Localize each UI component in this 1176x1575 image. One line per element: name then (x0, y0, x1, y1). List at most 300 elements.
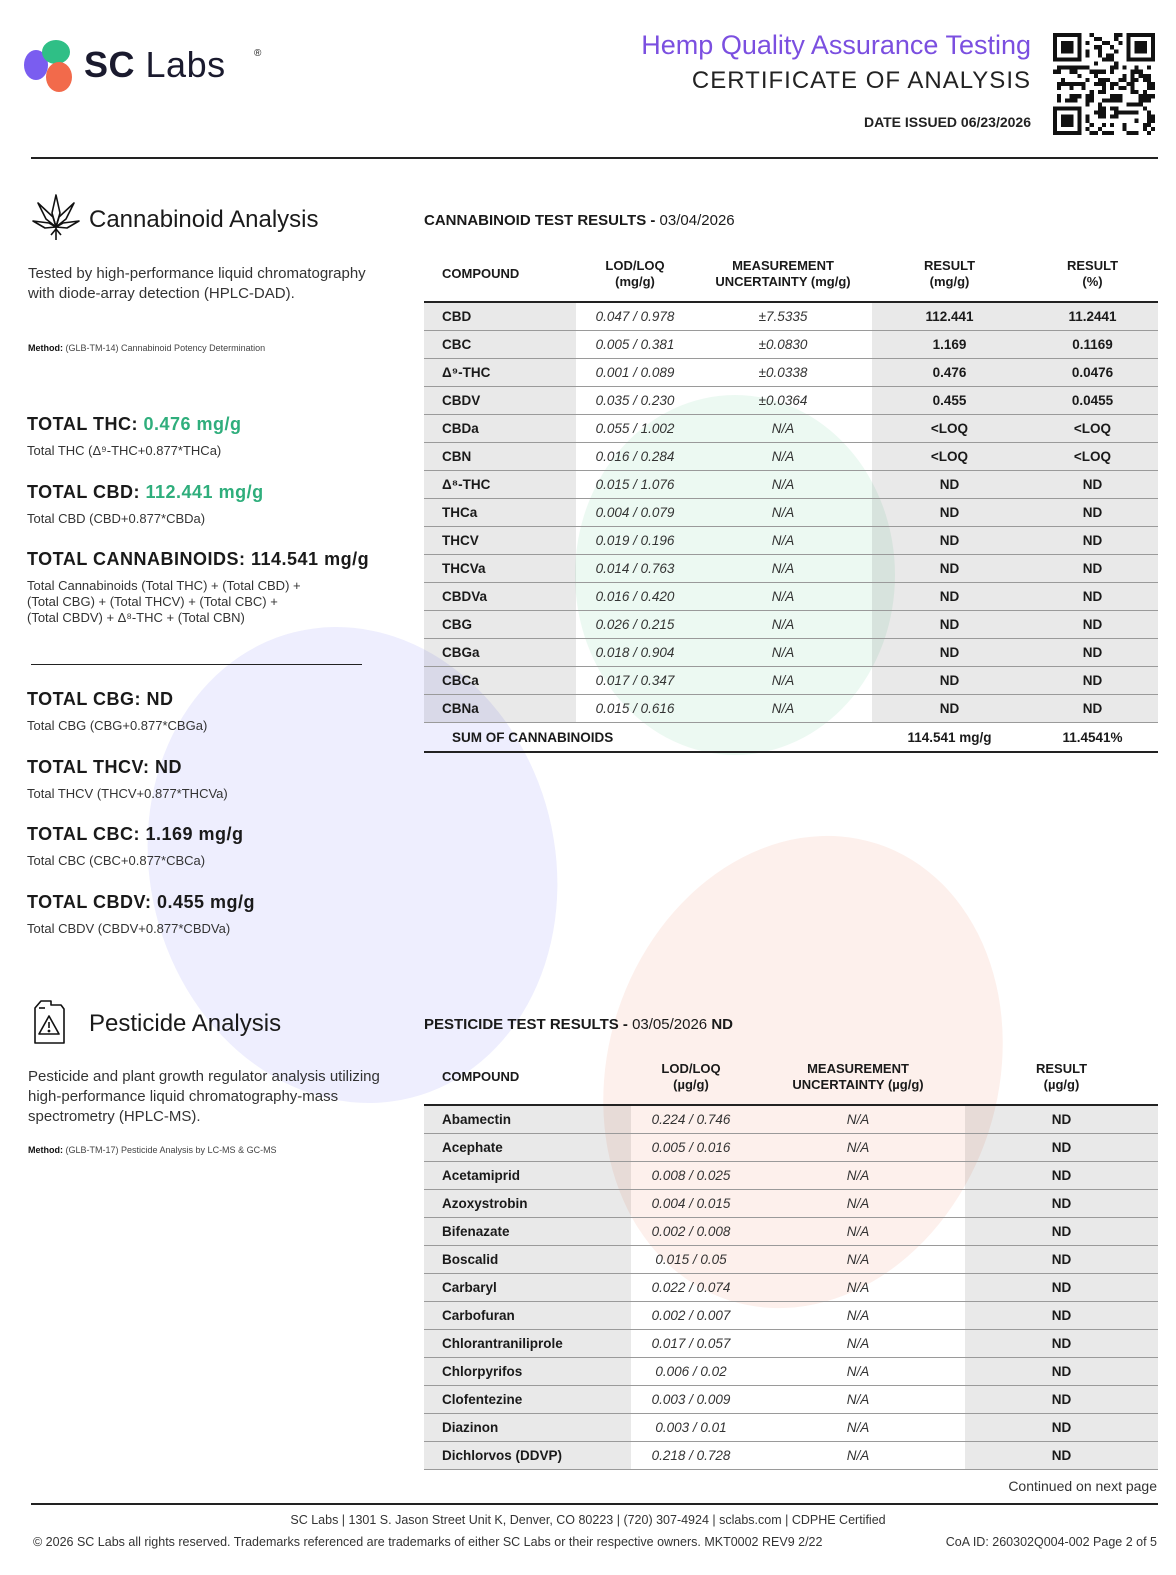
qr-module (1069, 119, 1073, 123)
col-compound: COMPOUND (424, 246, 576, 302)
qr-module (1110, 82, 1114, 86)
col-res-mg-line1: RESULT (923, 257, 976, 273)
qr-module (1057, 33, 1061, 37)
total-thc-value: 0.476 mg/g (143, 414, 242, 434)
qr-module (1131, 78, 1135, 82)
cell-uncertainty: N/A (751, 1246, 965, 1274)
qr-module (1053, 123, 1057, 127)
qr-module (1098, 106, 1102, 110)
pesticide-heading-result: ND (711, 1016, 733, 1033)
qr-module (1147, 82, 1151, 86)
cell-lod-loq: 0.014 / 0.763 (576, 555, 694, 583)
cell-result-mg: 1.169 (872, 331, 1027, 359)
qr-module (1086, 98, 1090, 102)
qr-module (1061, 82, 1065, 86)
qr-module (1114, 62, 1118, 66)
col-result-pct (1027, 246, 1158, 302)
sum-mg: 114.541 mg/g (872, 723, 1027, 753)
qr-module (1143, 90, 1147, 94)
qr-module (1118, 98, 1122, 102)
qr-module (1069, 70, 1073, 74)
qr-module (1069, 82, 1073, 86)
qr-module (1131, 57, 1135, 61)
cell-uncertainty: N/A (694, 583, 872, 611)
qr-module (1090, 123, 1094, 127)
table-row (424, 667, 1158, 695)
qr-module (1098, 111, 1102, 115)
cell-lod-loq: 0.002 / 0.007 (631, 1302, 751, 1330)
qr-module (1135, 49, 1139, 53)
col-lod-line2: (mg/g) (615, 273, 655, 289)
table-row (424, 1442, 1158, 1470)
date-issued: DATE ISSUED 06/23/2026 (863, 114, 1031, 130)
table-row (424, 443, 1158, 471)
qr-module (1135, 119, 1139, 123)
qr-module (1131, 33, 1135, 37)
qr-module (1061, 106, 1065, 110)
cell-uncertainty: ±0.0338 (694, 359, 872, 387)
qr-module (1069, 123, 1073, 127)
qr-module (1053, 119, 1057, 123)
qr-module (1065, 33, 1069, 37)
qr-module (1122, 74, 1126, 78)
qr-module (1135, 111, 1139, 115)
qr-module (1135, 57, 1139, 61)
qr-module (1102, 41, 1106, 45)
qr-module (1061, 119, 1065, 123)
totals-divider (31, 664, 362, 665)
total-cbg: TOTAL CBG: ND (27, 689, 174, 709)
qr-module (1061, 41, 1065, 45)
cell-compound: CBC (424, 331, 576, 359)
qr-module (1135, 102, 1139, 106)
qr-module (1106, 41, 1110, 45)
qr-module (1098, 102, 1102, 106)
qr-module (1135, 45, 1139, 49)
qr-module (1114, 106, 1118, 110)
qr-module (1147, 94, 1151, 98)
logo-wordmark-light: Labs (145, 44, 226, 85)
sum-label: SUM OF CANNABINOIDS (424, 723, 872, 753)
col-lod-line1: LOD/LOQ (605, 257, 665, 273)
cell-lod-loq: 0.002 / 0.008 (631, 1218, 751, 1246)
cell-uncertainty: N/A (694, 499, 872, 527)
cell-result-mg: ND (872, 527, 1027, 555)
qr-module (1061, 123, 1065, 127)
cell-result-pct: ND (1027, 499, 1158, 527)
cell-result-mg: ND (872, 639, 1027, 667)
sum-row (424, 723, 1158, 753)
qr-module (1151, 86, 1155, 90)
cell-lod-loq: 0.019 / 0.196 (576, 527, 694, 555)
qr-module (1131, 90, 1135, 94)
qr-module (1139, 41, 1143, 45)
qr-module (1069, 94, 1073, 98)
qr-module (1143, 74, 1147, 78)
method-text: (GLB-TM-17) Pesticide Analysis by LC-MS & GC-MS (65, 1145, 277, 1155)
logo-dot-green (42, 40, 70, 64)
qr-module (1077, 82, 1081, 86)
qr-module (1057, 57, 1061, 61)
cell-uncertainty: ±0.0830 (694, 331, 872, 359)
cell-lod-loq: 0.004 / 0.015 (631, 1190, 751, 1218)
qr-module (1126, 33, 1130, 37)
qr-module (1143, 33, 1147, 37)
cell-result-pct: 11.2441 (1027, 302, 1158, 331)
cell-result-mg: 0.455 (872, 387, 1027, 415)
cell-result-pct: ND (1027, 667, 1158, 695)
cell-lod-loq: 0.015 / 0.616 (576, 695, 694, 723)
qr-module (1094, 111, 1098, 115)
col-res-mg-line2: (mg/g) (929, 273, 970, 289)
table-header-row (424, 246, 1158, 302)
cell-result: ND (965, 1162, 1158, 1190)
qr-module (1151, 82, 1155, 86)
cannabinoid-heading-date: 03/04/2026 (655, 212, 735, 229)
total-cbd-value: 112.441 mg/g (145, 482, 264, 502)
cell-lod-loq: 0.017 / 0.057 (631, 1330, 751, 1358)
cell-uncertainty: N/A (694, 415, 872, 443)
qr-module (1061, 131, 1065, 135)
qr-module (1065, 131, 1069, 135)
cell-compound: Bifenazate (424, 1218, 631, 1246)
qr-module (1065, 66, 1069, 70)
qr-module (1114, 49, 1118, 53)
table-row (424, 302, 1158, 331)
table-row (424, 1162, 1158, 1190)
total-thcv: TOTAL THCV: ND (27, 757, 182, 777)
qr-module (1098, 82, 1102, 86)
qr-module (1126, 102, 1130, 106)
col-lod-line1: LOD/LOQ (661, 1060, 721, 1076)
cell-uncertainty: N/A (751, 1330, 965, 1358)
table-header-row (424, 1049, 1158, 1105)
qr-module (1147, 57, 1151, 61)
cell-result-pct: <LOQ (1027, 443, 1158, 471)
qr-module (1131, 74, 1135, 78)
qr-module (1057, 70, 1061, 74)
cell-compound: Diazinon (424, 1414, 631, 1442)
cell-uncertainty: N/A (694, 667, 872, 695)
qr-module (1147, 98, 1151, 102)
total-cbd-label: TOTAL CBD: (27, 482, 146, 502)
table-row (424, 1246, 1158, 1274)
qr-module (1077, 57, 1081, 61)
qr-module (1069, 57, 1073, 61)
qr-module (1151, 94, 1155, 98)
method-text: (GLB-TM-14) Cannabinoid Potency Determination (65, 343, 266, 353)
qr-module (1057, 98, 1061, 102)
cell-compound: Boscalid (424, 1246, 631, 1274)
qr-module (1147, 123, 1151, 127)
qr-module (1126, 111, 1130, 115)
qr-module (1114, 115, 1118, 119)
cell-uncertainty: ±0.0364 (694, 387, 872, 415)
qr-module (1143, 106, 1147, 110)
qr-module (1057, 106, 1061, 110)
qr-module (1090, 33, 1094, 37)
table-row (424, 1330, 1158, 1358)
qr-module (1069, 41, 1073, 45)
qr-module (1102, 78, 1106, 82)
col-res-pct-line2: (%) (1082, 273, 1103, 289)
qr-module (1102, 82, 1106, 86)
qr-module (1057, 94, 1061, 98)
qr-module (1073, 131, 1077, 135)
qr-module (1053, 37, 1057, 41)
col-lod-loq (631, 1049, 751, 1105)
col-uncertainty (751, 1049, 965, 1105)
footer-divider (31, 1503, 1158, 1505)
qr-module (1086, 115, 1090, 119)
qr-module (1139, 33, 1143, 37)
logo-registered-mark: ® (254, 48, 262, 59)
qr-module (1102, 57, 1106, 61)
cannabinoid-method (28, 343, 265, 353)
qr-module (1065, 49, 1069, 53)
qr-module (1126, 45, 1130, 49)
qr-module (1098, 115, 1102, 119)
qr-module (1143, 45, 1147, 49)
qr-module (1061, 33, 1065, 37)
qr-module (1094, 74, 1098, 78)
qr-module (1077, 119, 1081, 123)
cell-result-pct: 0.0455 (1027, 387, 1158, 415)
qr-module (1073, 94, 1077, 98)
qr-module (1102, 115, 1106, 119)
cell-uncertainty: N/A (694, 639, 872, 667)
cell-lod-loq: 0.022 / 0.074 (631, 1274, 751, 1302)
cell-lod-loq: 0.224 / 0.746 (631, 1105, 751, 1134)
qr-module (1065, 41, 1069, 45)
qr-module (1151, 53, 1155, 57)
qr-code-icon[interactable] (1053, 33, 1155, 135)
qr-module (1135, 90, 1139, 94)
cell-result-pct: ND (1027, 611, 1158, 639)
table-row (424, 1190, 1158, 1218)
qr-module (1069, 115, 1073, 119)
cell-compound: Clofentezine (424, 1386, 631, 1414)
qr-module (1053, 45, 1057, 49)
cell-compound: CBGa (424, 639, 576, 667)
table-row (424, 1274, 1158, 1302)
qr-module (1057, 82, 1061, 86)
cell-uncertainty: N/A (751, 1190, 965, 1218)
cell-compound: Acephate (424, 1134, 631, 1162)
qr-module (1098, 78, 1102, 82)
qr-module (1086, 66, 1090, 70)
qr-module (1061, 49, 1065, 53)
cell-result-mg: <LOQ (872, 415, 1027, 443)
qr-module (1143, 123, 1147, 127)
cell-uncertainty: N/A (694, 611, 872, 639)
pesticide-description: Pesticide and plant growth regulator analysis utilizing high-performance liquid chromatography-mass spectrometry (HPLC-MS). (28, 1068, 380, 1125)
col-res-line2: (µg/g) (1043, 1076, 1080, 1092)
qr-module (1094, 70, 1098, 74)
qr-module (1098, 45, 1102, 49)
qr-module (1077, 45, 1081, 49)
header-divider (31, 157, 1158, 159)
qr-module (1110, 70, 1114, 74)
pesticide-table-heading (424, 1016, 733, 1033)
cell-compound: Carbofuran (424, 1302, 631, 1330)
qr-module (1118, 111, 1122, 115)
cell-uncertainty: N/A (751, 1218, 965, 1246)
col-lod-line2: (µg/g) (673, 1076, 709, 1092)
total-cbdv-formula: Total CBDV (CBDV+0.877*CBDVa) (27, 921, 231, 936)
cannabinoid-heading-bold: CANNABINOID TEST RESULTS - (424, 212, 656, 229)
cell-compound: CBDV (424, 387, 576, 415)
cell-compound: THCVa (424, 555, 576, 583)
qr-module (1118, 41, 1122, 45)
cannabinoid-table-heading (424, 212, 735, 229)
qr-module (1118, 94, 1122, 98)
cell-result: ND (965, 1358, 1158, 1386)
qr-module (1122, 111, 1126, 115)
qr-module (1053, 57, 1057, 61)
qr-module (1073, 57, 1077, 61)
qr-module (1057, 86, 1061, 90)
cell-result-pct: ND (1027, 471, 1158, 499)
table-row (424, 471, 1158, 499)
cell-compound: THCV (424, 527, 576, 555)
qr-module (1122, 123, 1126, 127)
qr-module (1098, 49, 1102, 53)
table-row (424, 387, 1158, 415)
qr-module (1118, 78, 1122, 82)
qr-module (1110, 57, 1114, 61)
cell-compound: CBNa (424, 695, 576, 723)
footer-address: SC Labs | 1301 S. Jason Street Unit K, Denver, CO 80223 | (720) 307-4924 | sclabs.com | CDPHE Certified (290, 1513, 886, 1527)
col-lod-loq (576, 246, 694, 302)
continued-note: Continued on next page (1008, 1478, 1157, 1494)
qr-module (1065, 82, 1069, 86)
cell-compound: CBCa (424, 667, 576, 695)
qr-module (1131, 131, 1135, 135)
table-row (424, 359, 1158, 387)
cell-lod-loq: 0.017 / 0.347 (576, 667, 694, 695)
qr-module (1110, 66, 1114, 70)
document-title: Hemp Quality Assurance Testing (641, 30, 1031, 60)
cell-uncertainty: N/A (751, 1414, 965, 1442)
qr-module (1086, 41, 1090, 45)
cell-result: ND (965, 1105, 1158, 1134)
cell-result-pct: 0.0476 (1027, 359, 1158, 387)
qr-module (1110, 131, 1114, 135)
qr-module (1069, 106, 1073, 110)
cell-lod-loq: 0.006 / 0.02 (631, 1358, 751, 1386)
cell-result-mg: ND (872, 499, 1027, 527)
cell-uncertainty: N/A (751, 1302, 965, 1330)
qr-module (1143, 94, 1147, 98)
qr-module (1090, 70, 1094, 74)
cell-lod-loq: 0.218 / 0.728 (631, 1442, 751, 1470)
col-uncertainty (694, 246, 872, 302)
qr-module (1102, 70, 1106, 74)
qr-module (1090, 98, 1094, 102)
total-thc-formula: Total THC (Δ⁹-THC+0.877*THCa) (27, 443, 222, 458)
table-row (424, 611, 1158, 639)
cell-uncertainty: N/A (751, 1162, 965, 1190)
col-res-pct-line1: RESULT (1066, 257, 1119, 273)
cell-uncertainty: N/A (751, 1134, 965, 1162)
cell-result-pct: ND (1027, 639, 1158, 667)
qr-module (1151, 115, 1155, 119)
qr-module (1069, 33, 1073, 37)
table-row (424, 1302, 1158, 1330)
qr-module (1139, 57, 1143, 61)
qr-module (1147, 78, 1151, 82)
qr-module (1126, 57, 1130, 61)
qr-module (1094, 82, 1098, 86)
col-res-line1: RESULT (1035, 1060, 1088, 1076)
qr-module (1061, 115, 1065, 119)
qr-module (1082, 66, 1086, 70)
qr-module (1131, 82, 1135, 86)
qr-module (1090, 94, 1094, 98)
qr-module (1065, 45, 1069, 49)
qr-module (1077, 127, 1081, 131)
qr-module (1053, 49, 1057, 53)
cell-compound: Abamectin (424, 1105, 631, 1134)
total-cbdv: TOTAL CBDV: 0.455 mg/g (27, 892, 256, 912)
col-unc-line1: MEASUREMENT (807, 1060, 909, 1076)
total-cbc-formula: Total CBC (CBC+0.877*CBCa) (27, 853, 206, 868)
cell-lod-loq: 0.015 / 0.05 (631, 1246, 751, 1274)
qr-module (1086, 127, 1090, 131)
qr-module (1057, 131, 1061, 135)
col-result (965, 1049, 1158, 1105)
cell-result-pct: 0.1169 (1027, 331, 1158, 359)
qr-module (1077, 111, 1081, 115)
qr-module (1151, 119, 1155, 123)
qr-module (1077, 106, 1081, 110)
qr-module (1122, 78, 1126, 82)
hazard-container-icon (31, 998, 67, 1046)
qr-module (1106, 53, 1110, 57)
col-compound: COMPOUND (424, 1049, 631, 1105)
cell-compound: Acetamiprid (424, 1162, 631, 1190)
document-subtitle: CERTIFICATE OF ANALYSIS (691, 67, 1031, 94)
qr-module (1126, 41, 1130, 45)
table-row (424, 527, 1158, 555)
qr-module (1143, 57, 1147, 61)
cell-uncertainty: N/A (694, 527, 872, 555)
qr-module (1131, 86, 1135, 90)
qr-module (1073, 106, 1077, 110)
qr-module (1053, 127, 1057, 131)
qr-module (1065, 115, 1069, 119)
table-row (424, 1105, 1158, 1134)
cannabinoid-results-table (424, 246, 1158, 753)
qr-module (1053, 33, 1057, 37)
cell-result: ND (965, 1218, 1158, 1246)
total-thc (27, 414, 242, 435)
cell-result-mg: ND (872, 611, 1027, 639)
cell-result-pct: ND (1027, 695, 1158, 723)
qr-module (1110, 94, 1114, 98)
qr-module (1053, 111, 1057, 115)
qr-module (1077, 123, 1081, 127)
total-cbd-formula: Total CBD (CBD+0.877*CBDa) (27, 511, 206, 526)
qr-module (1131, 102, 1135, 106)
qr-module (1126, 49, 1130, 53)
qr-module (1147, 86, 1151, 90)
qr-module (1086, 53, 1090, 57)
cell-result-mg: 112.441 (872, 302, 1027, 331)
cell-compound: CBDa (424, 415, 576, 443)
cell-result: ND (965, 1134, 1158, 1162)
